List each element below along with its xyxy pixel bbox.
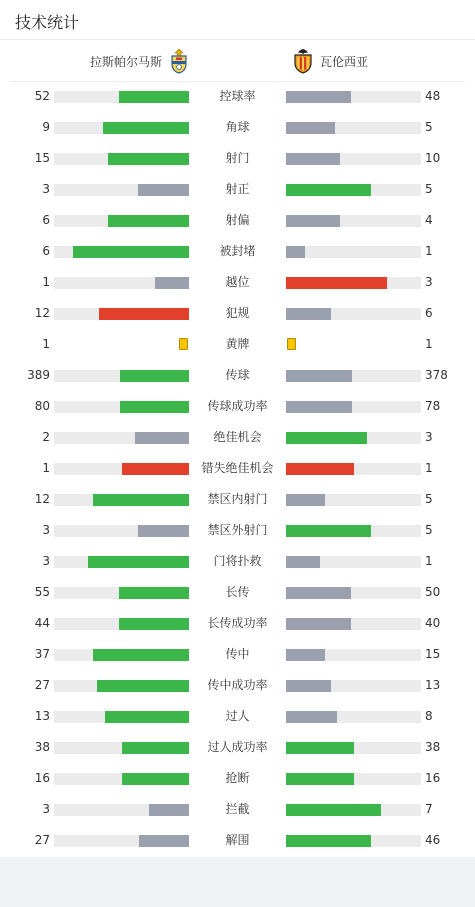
home-stat-bar-track bbox=[54, 804, 189, 816]
stat-row bbox=[0, 267, 475, 298]
stat-row bbox=[0, 391, 475, 422]
away-stat-value: 10 bbox=[425, 151, 441, 165]
away-stat-bar-track bbox=[286, 711, 421, 723]
home-stat-bar-fill bbox=[108, 153, 189, 165]
home-stat-value: 44 bbox=[34, 616, 50, 630]
away-stat-bar-fill bbox=[286, 153, 340, 165]
stat-label: 射正 bbox=[225, 182, 250, 196]
away-stat-value: 46 bbox=[425, 833, 441, 847]
stat-label: 禁区内射门 bbox=[207, 492, 268, 506]
home-stat-bar-fill bbox=[138, 184, 189, 196]
away-stat-bar-fill bbox=[286, 91, 351, 103]
home-stat-value: 55 bbox=[34, 585, 50, 599]
away-stat-bar-fill bbox=[286, 711, 337, 723]
stat-row bbox=[0, 205, 475, 236]
away-stat-bar-track bbox=[286, 556, 421, 568]
stat-row bbox=[0, 608, 475, 639]
away-stat-bar-fill bbox=[286, 742, 354, 754]
away-stat-value: 38 bbox=[425, 740, 441, 754]
stat-label: 解围 bbox=[225, 833, 250, 847]
las-palmas-crest-icon bbox=[168, 48, 190, 74]
away-stat-bar-track bbox=[286, 835, 421, 847]
away-stat-bar-fill bbox=[286, 556, 320, 568]
stat-label: 过人成功率 bbox=[207, 740, 268, 754]
away-stat-bar-fill bbox=[286, 525, 371, 537]
stat-label: 长传 bbox=[225, 585, 250, 599]
away-stat-value: 3 bbox=[425, 430, 433, 444]
away-stat-bar-track bbox=[286, 587, 421, 599]
home-stat-bar-track bbox=[54, 494, 189, 506]
away-stat-bar-track bbox=[286, 91, 421, 103]
stat-row bbox=[0, 81, 475, 112]
away-stat-bar-track bbox=[286, 184, 421, 196]
away-stat-value: 1 bbox=[425, 554, 433, 568]
stat-label: 长传成功率 bbox=[207, 616, 268, 630]
home-stat-bar-fill bbox=[122, 742, 190, 754]
home-stat-bar-track bbox=[54, 122, 189, 134]
stat-label: 犯规 bbox=[225, 306, 250, 320]
home-stat-bar-fill bbox=[149, 804, 190, 816]
away-yellow-card-icon bbox=[287, 338, 296, 350]
stat-row bbox=[0, 515, 475, 546]
home-stat-value: 80 bbox=[34, 399, 50, 413]
stat-row bbox=[0, 639, 475, 670]
stat-row bbox=[0, 670, 475, 701]
home-stat-bar-fill bbox=[119, 91, 189, 103]
home-stat-value: 38 bbox=[34, 740, 50, 754]
home-stat-bar-track bbox=[54, 246, 189, 258]
away-stat-bar-track bbox=[286, 463, 421, 475]
home-stat-bar-track bbox=[54, 401, 189, 413]
home-stat-bar-track bbox=[54, 556, 189, 568]
home-stat-bar-track bbox=[54, 432, 189, 444]
away-stat-bar-fill bbox=[286, 308, 331, 320]
away-stat-value: 4 bbox=[425, 213, 433, 227]
home-stat-bar-track bbox=[54, 215, 189, 227]
home-stat-value: 12 bbox=[34, 306, 50, 320]
section-header bbox=[0, 0, 475, 40]
away-stat-value: 8 bbox=[425, 709, 433, 723]
home-stat-value: 12 bbox=[34, 492, 50, 506]
home-stat-bar-fill bbox=[138, 525, 189, 537]
away-stat-bar-track bbox=[286, 308, 421, 320]
home-stat-bar-fill bbox=[120, 401, 189, 413]
home-stat-bar-track bbox=[54, 153, 189, 165]
away-stat-bar-fill bbox=[286, 277, 387, 289]
valencia-crest-icon bbox=[292, 48, 314, 74]
home-stat-bar-track bbox=[54, 649, 189, 661]
away-stat-value: 1 bbox=[425, 337, 433, 351]
stat-row bbox=[0, 484, 475, 515]
stat-row bbox=[0, 329, 475, 360]
home-stat-bar-track bbox=[54, 525, 189, 537]
away-stat-bar-fill bbox=[286, 246, 305, 258]
home-stat-bar-track bbox=[54, 91, 189, 103]
home-stat-bar-track bbox=[54, 370, 189, 382]
home-stat-bar-fill bbox=[122, 463, 190, 475]
stat-row bbox=[0, 360, 475, 391]
away-stat-bar-fill bbox=[286, 835, 371, 847]
home-stat-bar-track bbox=[54, 587, 189, 599]
stat-row bbox=[0, 422, 475, 453]
home-stat-bar-fill bbox=[108, 215, 189, 227]
away-stat-bar-fill bbox=[286, 401, 352, 413]
away-stat-bar-track bbox=[286, 649, 421, 661]
stat-row bbox=[0, 732, 475, 763]
away-stat-value: 48 bbox=[425, 89, 441, 103]
away-stat-bar-track bbox=[286, 153, 421, 165]
away-stat-bar-fill bbox=[286, 432, 367, 444]
away-stat-bar-fill bbox=[286, 587, 351, 599]
away-team[interactable] bbox=[292, 41, 368, 81]
stat-label: 角球 bbox=[225, 120, 250, 134]
home-stat-bar-track bbox=[54, 277, 189, 289]
stat-label: 错失绝佳机会 bbox=[201, 461, 274, 475]
away-stat-bar-track bbox=[286, 246, 421, 258]
away-stat-bar-track bbox=[286, 277, 421, 289]
stat-label: 禁区外射门 bbox=[207, 523, 268, 537]
home-stat-value: 1 bbox=[42, 275, 50, 289]
home-stat-bar-fill bbox=[122, 773, 190, 785]
home-stat-bar-fill bbox=[97, 680, 189, 692]
stat-label: 绝佳机会 bbox=[213, 430, 262, 444]
away-stat-bar-track bbox=[286, 804, 421, 816]
away-stat-value: 5 bbox=[425, 182, 433, 196]
away-stat-bar-fill bbox=[286, 804, 381, 816]
stat-row bbox=[0, 112, 475, 143]
home-stat-value: 13 bbox=[34, 709, 50, 723]
section-title: 技术统计 bbox=[15, 13, 80, 32]
home-stat-value: 27 bbox=[34, 678, 50, 692]
away-stat-bar-fill bbox=[286, 494, 325, 506]
stat-label: 传中成功率 bbox=[207, 678, 268, 692]
home-stat-value: 3 bbox=[42, 554, 50, 568]
stat-row bbox=[0, 794, 475, 825]
stat-label: 射门 bbox=[225, 151, 250, 165]
away-stat-value: 40 bbox=[425, 616, 441, 630]
home-stat-bar-fill bbox=[73, 246, 189, 258]
home-stat-bar-track bbox=[54, 835, 189, 847]
home-stat-value: 3 bbox=[42, 523, 50, 537]
away-team-name: 瓦伦西亚 bbox=[320, 54, 369, 69]
away-stat-bar-fill bbox=[286, 680, 331, 692]
stat-label: 控球率 bbox=[219, 89, 256, 103]
home-stat-bar-fill bbox=[139, 835, 189, 847]
home-stat-bar-track bbox=[54, 618, 189, 630]
away-stat-bar-fill bbox=[286, 649, 325, 661]
home-stat-bar-track bbox=[54, 711, 189, 723]
away-stat-value: 5 bbox=[425, 523, 433, 537]
stat-row bbox=[0, 143, 475, 174]
away-stat-bar-fill bbox=[286, 773, 354, 785]
away-stat-bar-track bbox=[286, 432, 421, 444]
away-stat-value: 3 bbox=[425, 275, 433, 289]
stat-label: 传球成功率 bbox=[207, 399, 268, 413]
home-stat-value: 389 bbox=[27, 368, 50, 382]
away-stat-bar-track bbox=[286, 742, 421, 754]
away-stat-value: 1 bbox=[425, 244, 433, 258]
home-stat-bar-fill bbox=[155, 277, 189, 289]
away-stat-value: 1 bbox=[425, 461, 433, 475]
home-stat-bar-track bbox=[54, 680, 189, 692]
home-team[interactable] bbox=[90, 41, 190, 81]
home-stat-value: 15 bbox=[34, 151, 50, 165]
stat-label: 射偏 bbox=[225, 213, 250, 227]
home-stat-value: 52 bbox=[34, 89, 50, 103]
away-stat-bar-track bbox=[286, 680, 421, 692]
away-stat-bar-track bbox=[286, 773, 421, 785]
home-stat-bar-fill bbox=[135, 432, 189, 444]
home-stat-value: 6 bbox=[42, 213, 50, 227]
away-stat-bar-track bbox=[286, 370, 421, 382]
away-stat-bar-fill bbox=[286, 184, 371, 196]
away-stat-value: 50 bbox=[425, 585, 441, 599]
stat-label: 过人 bbox=[225, 709, 250, 723]
home-stat-value: 27 bbox=[34, 833, 50, 847]
home-stat-bar-fill bbox=[119, 587, 189, 599]
stat-row bbox=[0, 298, 475, 329]
home-team-name: 拉斯帕尔马斯 bbox=[89, 54, 162, 69]
away-stat-value: 13 bbox=[425, 678, 441, 692]
away-stat-bar-fill bbox=[286, 122, 335, 134]
away-stat-value: 16 bbox=[425, 771, 441, 785]
stats-list bbox=[0, 81, 475, 856]
away-stat-bar-track bbox=[286, 618, 421, 630]
stat-row bbox=[0, 546, 475, 577]
away-stat-bar-fill bbox=[286, 370, 352, 382]
away-stat-bar-fill bbox=[286, 618, 351, 630]
home-stat-value: 6 bbox=[42, 244, 50, 258]
away-stat-bar-track bbox=[286, 122, 421, 134]
home-stat-value: 16 bbox=[34, 771, 50, 785]
home-stat-value: 3 bbox=[42, 182, 50, 196]
team-header bbox=[10, 41, 465, 82]
away-stat-bar-track bbox=[286, 494, 421, 506]
home-stat-value: 9 bbox=[42, 120, 50, 134]
away-stat-value: 7 bbox=[425, 802, 433, 816]
home-stat-bar-track bbox=[54, 742, 189, 754]
away-stat-bar-track bbox=[286, 215, 421, 227]
home-stat-value: 2 bbox=[42, 430, 50, 444]
stat-label: 越位 bbox=[225, 275, 250, 289]
home-stat-value: 1 bbox=[42, 461, 50, 475]
away-stat-value: 6 bbox=[425, 306, 433, 320]
stat-label: 黄牌 bbox=[225, 337, 250, 351]
stat-label: 门将扑救 bbox=[213, 554, 262, 568]
home-stat-bar-track bbox=[54, 308, 189, 320]
home-stat-bar-track bbox=[54, 463, 189, 475]
home-stat-value: 3 bbox=[42, 802, 50, 816]
stat-row bbox=[0, 236, 475, 267]
away-stat-bar-track bbox=[286, 525, 421, 537]
away-stat-bar-fill bbox=[286, 215, 340, 227]
home-stat-bar-track bbox=[54, 773, 189, 785]
home-stat-bar-track bbox=[54, 184, 189, 196]
away-stat-bar-track bbox=[286, 401, 421, 413]
home-stat-bar-fill bbox=[120, 370, 189, 382]
away-stat-value: 78 bbox=[425, 399, 441, 413]
home-stat-bar-fill bbox=[99, 308, 189, 320]
stat-label: 被封堵 bbox=[219, 244, 256, 258]
home-yellow-card-icon bbox=[179, 338, 188, 350]
stat-label: 传中 bbox=[225, 647, 250, 661]
home-stat-value: 1 bbox=[42, 337, 50, 351]
home-stat-bar-fill bbox=[88, 556, 189, 568]
stat-label: 抢断 bbox=[225, 771, 250, 785]
home-stat-bar-fill bbox=[93, 649, 189, 661]
home-stat-value: 37 bbox=[34, 647, 50, 661]
stat-row bbox=[0, 825, 475, 856]
away-stat-value: 378 bbox=[425, 368, 448, 382]
stat-row bbox=[0, 577, 475, 608]
stat-label: 传球 bbox=[225, 368, 250, 382]
away-stat-bar-fill bbox=[286, 463, 354, 475]
away-stat-value: 5 bbox=[425, 120, 433, 134]
stat-row bbox=[0, 701, 475, 732]
stat-row bbox=[0, 174, 475, 205]
home-stat-bar-fill bbox=[103, 122, 189, 134]
home-stat-bar-fill bbox=[119, 618, 189, 630]
away-stat-value: 15 bbox=[425, 647, 441, 661]
away-stat-value: 5 bbox=[425, 492, 433, 506]
home-stat-bar-fill bbox=[105, 711, 189, 723]
stat-label: 拦截 bbox=[225, 802, 250, 816]
home-stat-bar-fill bbox=[93, 494, 189, 506]
stat-row bbox=[0, 453, 475, 484]
stat-row bbox=[0, 763, 475, 794]
